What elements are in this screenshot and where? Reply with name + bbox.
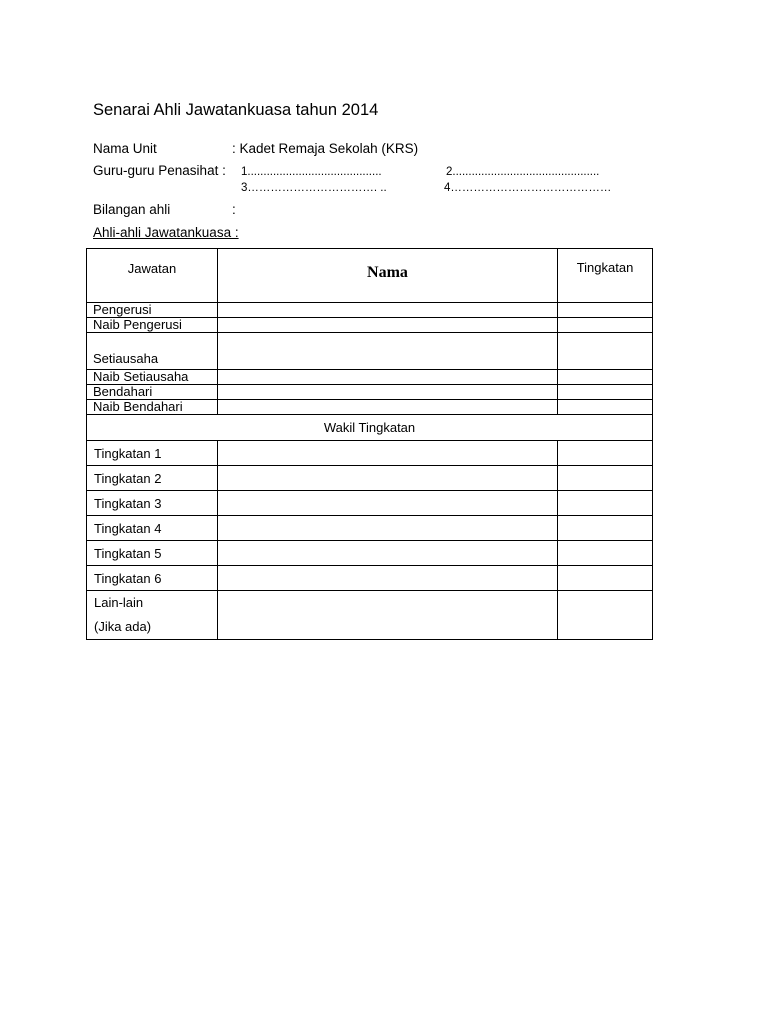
- advisor-line-2-text: 2..............................................: [446, 166, 600, 178]
- table-row: [87, 441, 653, 466]
- header-nama: Nama: [218, 249, 558, 303]
- position-naib-setiausaha: Naib Setiausaha: [87, 370, 218, 385]
- level-label-3: Tingkatan 3: [87, 491, 218, 516]
- name-cell: [218, 318, 558, 333]
- members-label: Bilangan ahli: [93, 202, 171, 217]
- level-label-5: Tingkatan 5: [87, 541, 218, 566]
- table-header-row: [87, 249, 653, 303]
- level-label-4: Tingkatan 4: [87, 516, 218, 541]
- name-cell: [218, 591, 558, 640]
- advisor-line-4: [444, 179, 611, 194]
- position-naib-bendahari: Naib Bendahari: [87, 400, 218, 415]
- table-row: [87, 516, 653, 541]
- name-cell: [218, 516, 558, 541]
- table-row: [87, 591, 653, 640]
- position-setiausaha: Setiausaha: [87, 333, 218, 370]
- table-row: [87, 385, 653, 400]
- header-tingkatan: Tingkatan: [558, 249, 653, 303]
- table-row: [87, 400, 653, 415]
- name-cell: [218, 566, 558, 591]
- level-cell: [558, 441, 653, 466]
- advisor-line-1-text: 1..........................................: [241, 166, 382, 178]
- table-row: [87, 318, 653, 333]
- name-cell: [218, 303, 558, 318]
- other-label-line-2: (Jika ada): [94, 619, 152, 634]
- name-cell: [218, 466, 558, 491]
- level-cell: [558, 491, 653, 516]
- table-row: [87, 333, 653, 370]
- level-cell: [558, 318, 653, 333]
- committee-heading: Ahli-ahli Jawatankuasa :: [93, 225, 239, 240]
- level-cell: [558, 370, 653, 385]
- table-row: [87, 491, 653, 516]
- committee-table: [86, 248, 653, 640]
- name-cell: [218, 370, 558, 385]
- level-label-1: Tingkatan 1: [87, 441, 218, 466]
- name-cell: [218, 491, 558, 516]
- level-cell: [558, 333, 653, 370]
- name-cell: [218, 333, 558, 370]
- table-row: [87, 466, 653, 491]
- level-label-2: Tingkatan 2: [87, 466, 218, 491]
- level-cell: [558, 303, 653, 318]
- advisor-line-1: [241, 163, 382, 178]
- advisor-line-4-text: 4……………………………………: [444, 182, 612, 194]
- level-label-6: Tingkatan 6: [87, 566, 218, 591]
- level-cell: [558, 516, 653, 541]
- advisor-line-3-text: 3……………………………. ..: [241, 182, 387, 194]
- section-label-wakil-tingkatan: Wakil Tingkatan: [87, 415, 653, 441]
- header-jawatan: Jawatan: [87, 249, 218, 303]
- name-cell: [218, 541, 558, 566]
- level-cell: [558, 400, 653, 415]
- advisor-line-3: [241, 179, 387, 194]
- unit-value: : Kadet Remaja Sekolah (KRS): [232, 141, 419, 156]
- table-row: [87, 566, 653, 591]
- table-row: [87, 370, 653, 385]
- table-row: [87, 303, 653, 318]
- name-cell: [218, 400, 558, 415]
- level-cell: [558, 541, 653, 566]
- table-row: [87, 541, 653, 566]
- name-cell: [218, 385, 558, 400]
- name-cell: [218, 441, 558, 466]
- advisor-line-2: [446, 163, 599, 178]
- position-pengerusi: Pengerusi: [87, 303, 218, 318]
- document-title: Senarai Ahli Jawatankuasa tahun 2014: [93, 101, 379, 119]
- position-naib-pengerusi: Naib Pengerusi: [87, 318, 218, 333]
- section-row: [87, 415, 653, 441]
- advisor-label: Guru-guru Penasihat :: [93, 163, 226, 178]
- position-bendahari: Bendahari: [87, 385, 218, 400]
- other-label-line-1: Lain-lain: [94, 595, 144, 610]
- level-cell: [558, 385, 653, 400]
- level-cell: [558, 591, 653, 640]
- members-colon: :: [232, 202, 236, 217]
- unit-label: Nama Unit: [93, 141, 157, 156]
- level-cell: [558, 566, 653, 591]
- level-cell: [558, 466, 653, 491]
- other-label: [87, 591, 218, 640]
